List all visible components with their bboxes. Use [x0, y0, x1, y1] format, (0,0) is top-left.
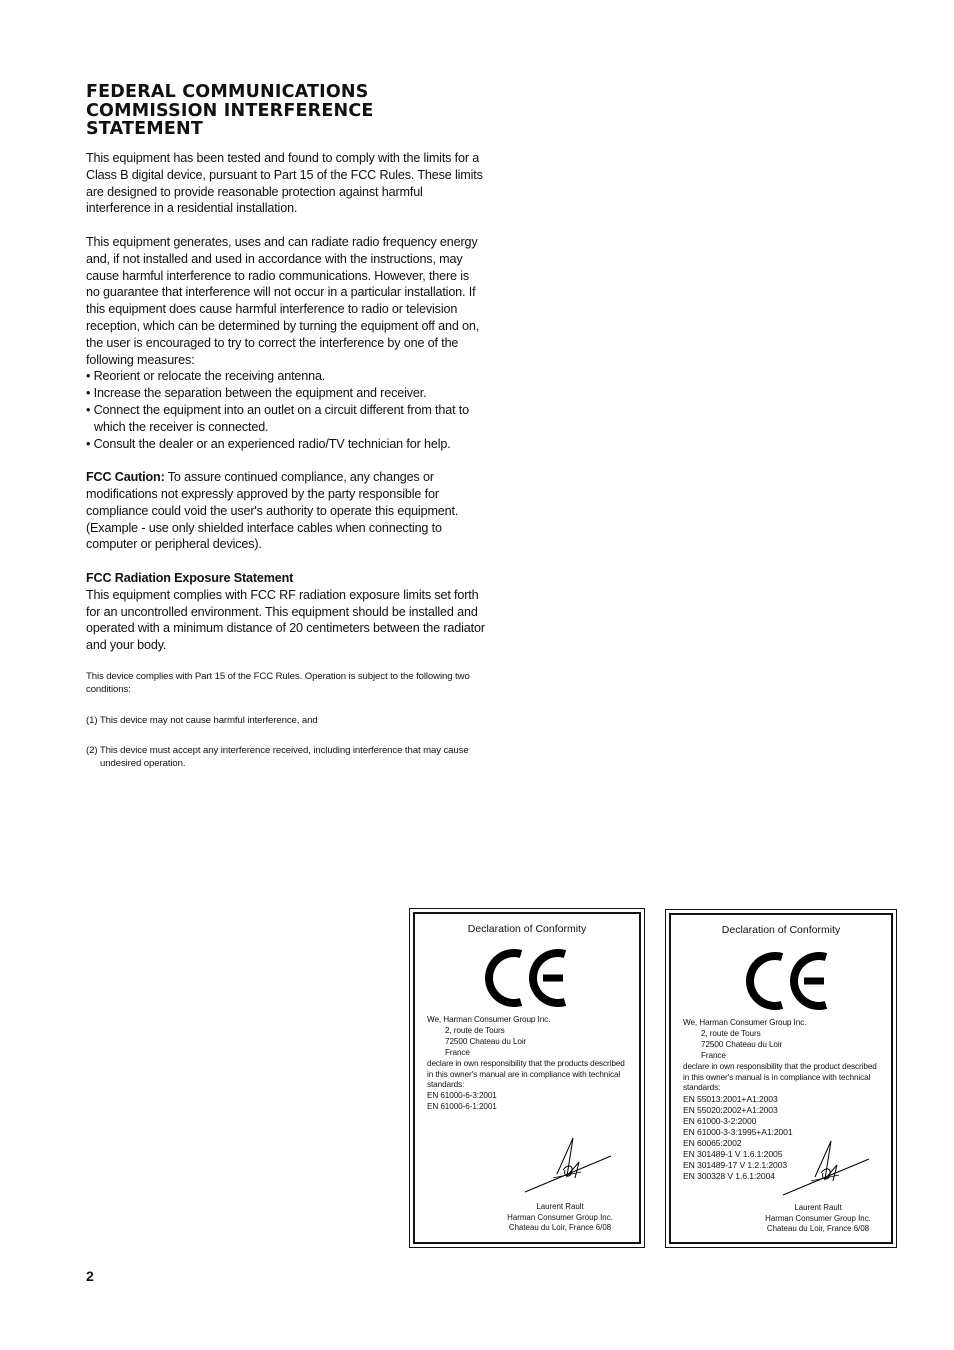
standard-item: EN 55013:2001+A1:2003: [683, 1094, 778, 1105]
heading-line: STATEMENT: [86, 119, 204, 139]
declaration-title: Declaration of Conformity: [467, 923, 587, 935]
measures-list: [86, 368, 486, 452]
standard-item: EN 61000-3-2:2000: [683, 1116, 757, 1127]
standard-item: EN 301489-1 V 1.6.1:2005: [683, 1148, 783, 1159]
paragraph-interference: This equipment generates, uses and can radiate radio frequency energy and, if not installed and used in accordance with the instructions, may cause harmful interference to radio communications. However, there is no guarantee that interference will not occur in a particular installation. If this equipment does cause harmful interference to radio or television reception, which can be determined by turning the equipment off and on, the user is encouraged to try to correct the interference by one of the following measures:: [86, 234, 480, 367]
heading-line: COMMISSION INTERFERENCE: [86, 100, 374, 121]
standard-item: EN 60065:2002: [683, 1137, 742, 1148]
page-number: 2: [86, 1268, 94, 1284]
standard-item: EN 300328 V 1.6.1:2004: [683, 1170, 775, 1181]
radiation-paragraph: [86, 570, 486, 654]
signer-place-date: Chateau du Loir, France 6/08: [766, 1224, 870, 1234]
signer-company: Harman Consumer Group Inc.: [765, 1213, 871, 1223]
fcc-caution-label: FCC Caution:: [86, 470, 165, 485]
paragraph-class-b: This equipment has been tested and found to comply with the limits for a Class B digital device, pursuant to Part 15 of the FCC Rules. These limits are designed to provide reasonable protection against harmful interference in a residential installation.: [86, 151, 483, 216]
list-item: • Increase the separation between the equipment and receiver.: [86, 386, 427, 401]
signatory-block: [495, 1202, 625, 1234]
page-heading: [86, 83, 486, 139]
condition-item: (1) This device may not cause harmful interference, and: [86, 714, 318, 726]
declaration-of-conformity-left: [409, 908, 645, 1248]
declaration-text: We, Harman Consumer Group Inc. 2, route de Tours 72500 Chateau du Loir France declare in own responsibility that the products described in this owner's manual are in compliance with technical standards: EN 61000-6-3:2001 EN 61000-6-1:2001: [427, 1015, 625, 1112]
declaration-of-conformity-right: [665, 909, 897, 1248]
signature-icon: [781, 1137, 871, 1199]
ce-mark-icon: [481, 946, 569, 1010]
declaration-title: Declaration of Conformity: [721, 924, 841, 936]
declaration-text: We, Harman Consumer Group Inc. 2, route de Tours 72500 Chateau du Loir France declare in own responsibility that the product described in this owner's manual is in compliance with technical standards: EN 55013:2001+A1:2003 EN 55020:2002+A1:2003 EN 61000-3-2:2000 EN 61000-3-3:1995+A1:2001 EN 60065:2002 EN 301489-1 V 1.6.1:2005 EN 301489-17 V 1.2.1:2003 EN 300328 V 1.6.1:2004: [683, 1018, 877, 1181]
list-item: • Consult the dealer or an experienced radio/TV technician for help.: [86, 436, 451, 451]
signer-place-date: Chateau du Loir, France 6/08: [508, 1223, 612, 1233]
part15-conditions: [86, 670, 486, 771]
signature-icon: [523, 1134, 613, 1196]
radiation-text: This equipment complies with FCC RF radiation exposure limits set forth for an uncontrolled environment. This equipment should be installed and operated with a minimum distance of 20 centimeters between the radiator and your body.: [86, 587, 485, 653]
list-item: • Connect the equipment into an outlet on a circuit different from that to which the receiver is connected.: [86, 402, 470, 434]
standard-item: EN 61000-3-3:1995+A1:2001: [683, 1127, 793, 1138]
ce-mark-icon: [742, 949, 830, 1013]
condition-item: (2) This device must accept any interference received, including interference that may cause undesired operation.: [86, 744, 469, 770]
signer-name: Laurent Rault: [794, 1203, 842, 1212]
fcc-caution-text: To assure continued compliance, any changes or modifications not expressly approved by the party responsible for compliance could void the user's authority to operate this equipment. (Example - use only shielded interface cables when connecting to computer or peripheral devices).: [86, 470, 459, 552]
fcc-caution-paragraph: [86, 469, 486, 553]
heading-line: FEDERAL COMMUNICATIONS: [86, 82, 369, 102]
standard-item: EN 301489-17 V 1.2.1:2003: [683, 1159, 788, 1170]
standard-item: EN 55020:2002+A1:2003: [683, 1105, 778, 1116]
radiation-title: FCC Radiation Exposure Statement: [86, 570, 294, 585]
list-item: • Reorient or relocate the receiving antenna.: [86, 369, 326, 384]
fcc-statement-body: [86, 150, 486, 787]
signer-name: Laurent Rault: [536, 1202, 584, 1211]
signer-company: Harman Consumer Group Inc.: [507, 1212, 613, 1222]
part15-intro: This device complies with Part 15 of the FCC Rules. Operation is subject to the following two conditions:: [86, 670, 470, 696]
signatory-block: [753, 1203, 883, 1235]
